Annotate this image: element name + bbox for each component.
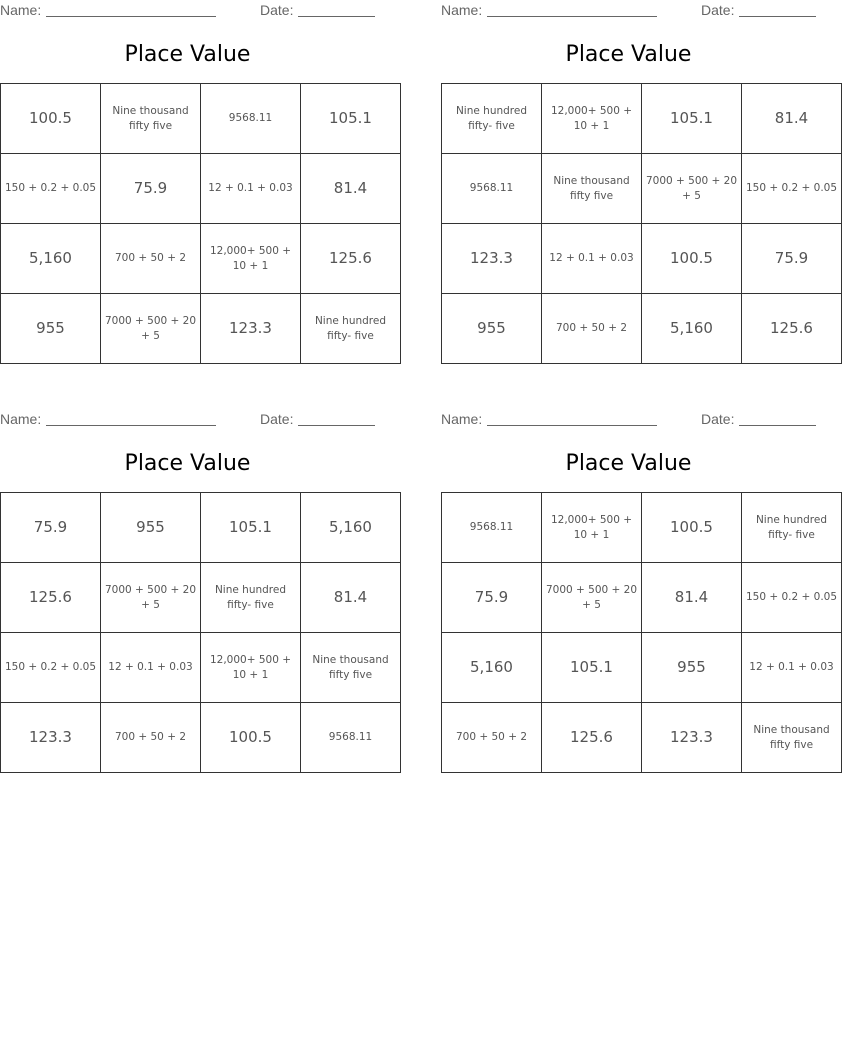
- grid-cell: 5,160: [301, 493, 401, 563]
- date-label: Date:: [701, 2, 735, 18]
- grid-cell: 12 + 0.1 + 0.03: [101, 633, 201, 703]
- grid-cell: 955: [442, 294, 542, 364]
- grid-row: [442, 633, 842, 703]
- grid-cell: 75.9: [101, 154, 201, 224]
- grid-cell: 123.3: [1, 703, 101, 773]
- name-date-row: [441, 2, 816, 20]
- grid-row: [442, 224, 842, 294]
- grid-cell: 12,000+ 500 + 10 + 1: [542, 493, 642, 563]
- grid-cell: 150 + 0.2 + 0.05: [742, 563, 842, 633]
- date-label: Date:: [260, 2, 294, 18]
- name-date-row: [0, 411, 375, 429]
- grid-cell: Nine thousand fifty five: [301, 633, 401, 703]
- name-label: Name:: [0, 2, 42, 18]
- name-blank-line: [46, 425, 216, 426]
- grid-cell: Nine hundred fifty- five: [742, 493, 842, 563]
- grid-cell: 105.1: [301, 84, 401, 154]
- grid-cell: 12,000+ 500 + 10 + 1: [201, 633, 301, 703]
- worksheet-card-2: [441, 0, 838, 362]
- grid-cell: 12 + 0.1 + 0.03: [542, 224, 642, 294]
- name-label: Name:: [441, 411, 483, 427]
- worksheet-card-3: [0, 409, 389, 771]
- grid-cell: Nine thousand fifty five: [542, 154, 642, 224]
- card-title: Place Value: [565, 451, 692, 476]
- value-grid: [0, 83, 401, 364]
- grid-cell: 5,160: [642, 294, 742, 364]
- date-blank-line: [739, 425, 816, 426]
- card-title: Place Value: [124, 42, 251, 67]
- date-blank-line: [298, 16, 375, 17]
- grid-cell: 100.5: [201, 703, 301, 773]
- grid-row: [1, 563, 401, 633]
- grid-cell: 81.4: [301, 563, 401, 633]
- grid-cell: 700 + 50 + 2: [101, 703, 201, 773]
- grid-cell: 100.5: [642, 224, 742, 294]
- grid-cell: 12,000+ 500 + 10 + 1: [542, 84, 642, 154]
- grid-cell: 9568.11: [201, 84, 301, 154]
- grid-cell: 123.3: [442, 224, 542, 294]
- name-label: Name:: [441, 2, 483, 18]
- grid-cell: 105.1: [201, 493, 301, 563]
- grid-cell: 12 + 0.1 + 0.03: [201, 154, 301, 224]
- date-blank-line: [739, 16, 816, 17]
- worksheet-card-1: [0, 0, 387, 362]
- grid-row: [442, 563, 842, 633]
- name-label: Name:: [0, 411, 42, 427]
- grid-cell: 12,000+ 500 + 10 + 1: [201, 224, 301, 294]
- worksheet-card-4: [441, 409, 838, 771]
- name-date-row: [0, 2, 375, 20]
- grid-cell: 700 + 50 + 2: [542, 294, 642, 364]
- grid-cell: 12 + 0.1 + 0.03: [742, 633, 842, 703]
- grid-row: [442, 493, 842, 563]
- grid-cell: 105.1: [642, 84, 742, 154]
- grid-cell: 75.9: [1, 493, 101, 563]
- grid-cell: 5,160: [442, 633, 542, 703]
- grid-cell: 7000 + 500 + 20 + 5: [101, 563, 201, 633]
- card-title: Place Value: [124, 451, 251, 476]
- grid-cell: 125.6: [742, 294, 842, 364]
- grid-cell: 100.5: [1, 84, 101, 154]
- grid-row: [1, 224, 401, 294]
- name-blank-line: [487, 425, 657, 426]
- grid-cell: 700 + 50 + 2: [101, 224, 201, 294]
- value-grid: [441, 83, 842, 364]
- grid-cell: 7000 + 500 + 20 + 5: [542, 563, 642, 633]
- grid-cell: 9568.11: [442, 493, 542, 563]
- grid-cell: 150 + 0.2 + 0.05: [742, 154, 842, 224]
- grid-row: [1, 154, 401, 224]
- grid-row: [1, 294, 401, 364]
- grid-row: [1, 703, 401, 773]
- grid-cell: 81.4: [742, 84, 842, 154]
- card-title: Place Value: [565, 42, 692, 67]
- grid-row: [442, 84, 842, 154]
- grid-cell: 955: [101, 493, 201, 563]
- name-date-row: [441, 411, 816, 429]
- grid-cell: Nine thousand fifty five: [101, 84, 201, 154]
- value-grid: [0, 492, 401, 773]
- date-label: Date:: [701, 411, 735, 427]
- grid-cell: Nine hundred fifty- five: [301, 294, 401, 364]
- grid-cell: 5,160: [1, 224, 101, 294]
- grid-cell: 150 + 0.2 + 0.05: [1, 633, 101, 703]
- grid-row: [442, 703, 842, 773]
- grid-cell: 700 + 50 + 2: [442, 703, 542, 773]
- grid-cell: 123.3: [642, 703, 742, 773]
- grid-cell: 81.4: [642, 563, 742, 633]
- value-grid: [441, 492, 842, 773]
- grid-cell: 7000 + 500 + 20 + 5: [101, 294, 201, 364]
- grid-cell: 81.4: [301, 154, 401, 224]
- grid-row: [1, 633, 401, 703]
- grid-cell: 125.6: [542, 703, 642, 773]
- grid-cell: 125.6: [1, 563, 101, 633]
- grid-row: [442, 154, 842, 224]
- grid-cell: 9568.11: [442, 154, 542, 224]
- grid-cell: 9568.11: [301, 703, 401, 773]
- grid-cell: 75.9: [742, 224, 842, 294]
- grid-cell: 75.9: [442, 563, 542, 633]
- name-blank-line: [487, 16, 657, 17]
- grid-cell: Nine hundred fifty- five: [442, 84, 542, 154]
- grid-cell: 105.1: [542, 633, 642, 703]
- grid-row: [442, 294, 842, 364]
- grid-cell: 955: [642, 633, 742, 703]
- name-blank-line: [46, 16, 216, 17]
- grid-cell: Nine thousand fifty five: [742, 703, 842, 773]
- grid-cell: Nine hundred fifty- five: [201, 563, 301, 633]
- grid-cell: 123.3: [201, 294, 301, 364]
- grid-row: [1, 84, 401, 154]
- grid-cell: 955: [1, 294, 101, 364]
- grid-cell: 100.5: [642, 493, 742, 563]
- grid-row: [1, 493, 401, 563]
- date-blank-line: [298, 425, 375, 426]
- grid-cell: 125.6: [301, 224, 401, 294]
- grid-cell: 7000 + 500 + 20 + 5: [642, 154, 742, 224]
- grid-cell: 150 + 0.2 + 0.05: [1, 154, 101, 224]
- date-label: Date:: [260, 411, 294, 427]
